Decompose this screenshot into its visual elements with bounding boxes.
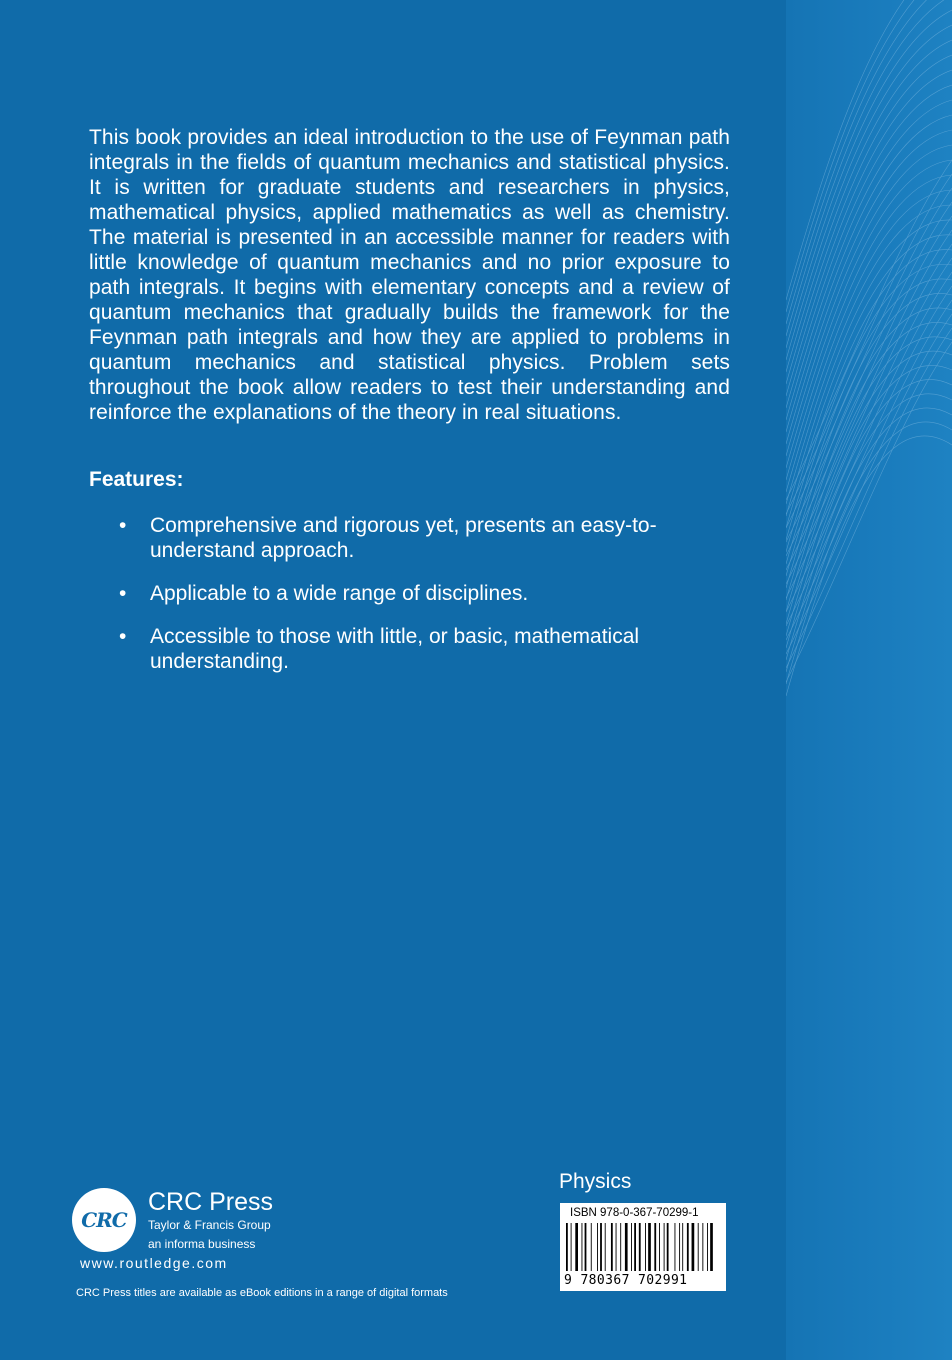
- features-heading: Features:: [89, 468, 184, 491]
- bullet-icon: •: [119, 514, 127, 537]
- barcode-icon: [564, 1223, 722, 1271]
- logo-lettering: CRC: [81, 1208, 127, 1232]
- feature-text: Accessible to those with little, or basic, mathematical understanding.: [150, 625, 640, 673]
- publisher-website: www.routledge.com: [80, 1255, 228, 1271]
- crc-logo-icon: [72, 1188, 136, 1252]
- wave-lines-decoration: [786, 0, 952, 1360]
- isbn-label: ISBN 978-0-367-70299-1: [570, 1207, 699, 1219]
- blurb-text: This book provides an ideal introduction to the use of Feynman path integrals in the fields of quantum mechanics and statistical physics. It is written for graduate students and researchers in physics, mathematical physics, applied mathematics as well as chemistry. The material is presented in an accessible manner for readers with little knowledge of quantum mechanics and no prior exposure to path integrals. It begins with elementary concepts and a review of quantum mechanics that gradually builds the framework for the Feynman path integrals and how they are applied to problems in quantum mechanics and statistical physics. Problem sets throughout the book allow readers to test their understanding and reinforce the explanations of the theory in real situations.: [89, 126, 730, 424]
- feature-text: Applicable to a wide range of disciplines.: [150, 582, 529, 605]
- isbn-barcode-box: [560, 1203, 726, 1291]
- features-list: [89, 513, 709, 692]
- feature-item: [89, 513, 709, 563]
- ebook-note: CRC Press titles are available as eBook editions in a range of digital formats: [76, 1287, 448, 1299]
- subject-category: Physics: [559, 1170, 632, 1193]
- bullet-icon: •: [119, 582, 127, 605]
- publisher-business: an informa business: [148, 1237, 256, 1251]
- publisher-name: CRC Press: [148, 1188, 274, 1216]
- publisher-group: Taylor & Francis Group: [148, 1218, 271, 1232]
- barcode-digits: 9 780367 702991: [564, 1273, 688, 1288]
- feature-item: [89, 624, 709, 674]
- bullet-icon: •: [119, 625, 127, 648]
- feature-item: [89, 581, 709, 606]
- feature-text: Comprehensive and rigorous yet, presents an easy-to-understand approach.: [150, 514, 657, 562]
